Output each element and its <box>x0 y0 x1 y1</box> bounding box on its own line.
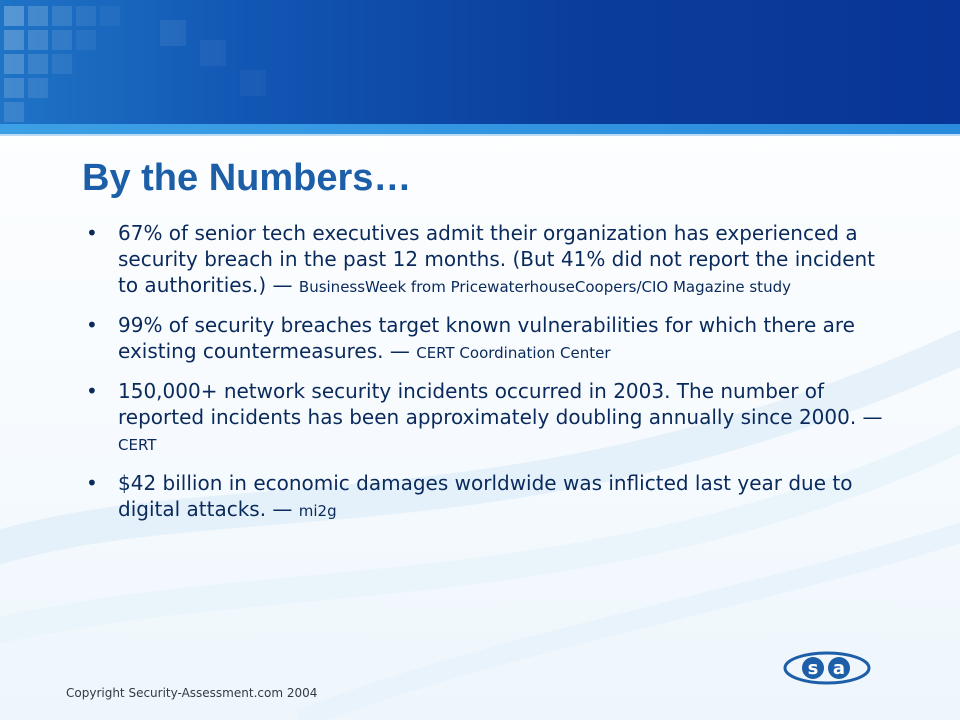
bullet-text: $42 billion in economic damages worldwide was inflicted last year due to digital attacks. — <box>118 471 853 521</box>
logo-letter-a: a <box>832 658 846 679</box>
header-band <box>0 124 960 134</box>
sa-logo <box>782 650 872 686</box>
bullet-source: BusinessWeek from PricewaterhouseCoopers/CIO Magazine study <box>298 278 791 296</box>
bullet-item <box>86 220 886 298</box>
logo-ring <box>785 653 869 683</box>
bullet-item <box>86 470 886 522</box>
copyright-footer: Copyright Security-Assessment.com 2004 <box>66 686 318 700</box>
bullet-text: 99% of security breaches target known vulnerabilities for which there are existing countermeasures. — <box>118 313 855 363</box>
bullet-item <box>86 312 886 364</box>
bullet-source: CERT <box>118 436 157 454</box>
bullet-glyph: • <box>86 471 98 495</box>
bullet-text: 67% of senior tech executives admit their organization has experienced a security breach in the past 12 months. (But 41% did not report the incident to authorities.) — <box>118 221 876 297</box>
bullet-source: CERT Coordination Center <box>416 344 611 362</box>
bullet-glyph: • <box>86 221 98 245</box>
bullet-item <box>86 378 886 456</box>
bullet-list <box>86 220 886 536</box>
logo-letter-s: s <box>807 658 819 679</box>
bullet-source: mi2g <box>298 502 337 520</box>
header-band-line <box>0 134 960 136</box>
bullet-glyph: • <box>86 379 98 403</box>
bullet-glyph: • <box>86 313 98 337</box>
slide-title: By the Numbers… <box>82 157 412 199</box>
banner-mosaic <box>0 0 960 124</box>
bullet-text: 150,000+ network security incidents occurred in 2003. The number of reported incidents has been approximately doubling annually since 2000. — <box>118 379 883 429</box>
header-banner <box>0 0 960 124</box>
